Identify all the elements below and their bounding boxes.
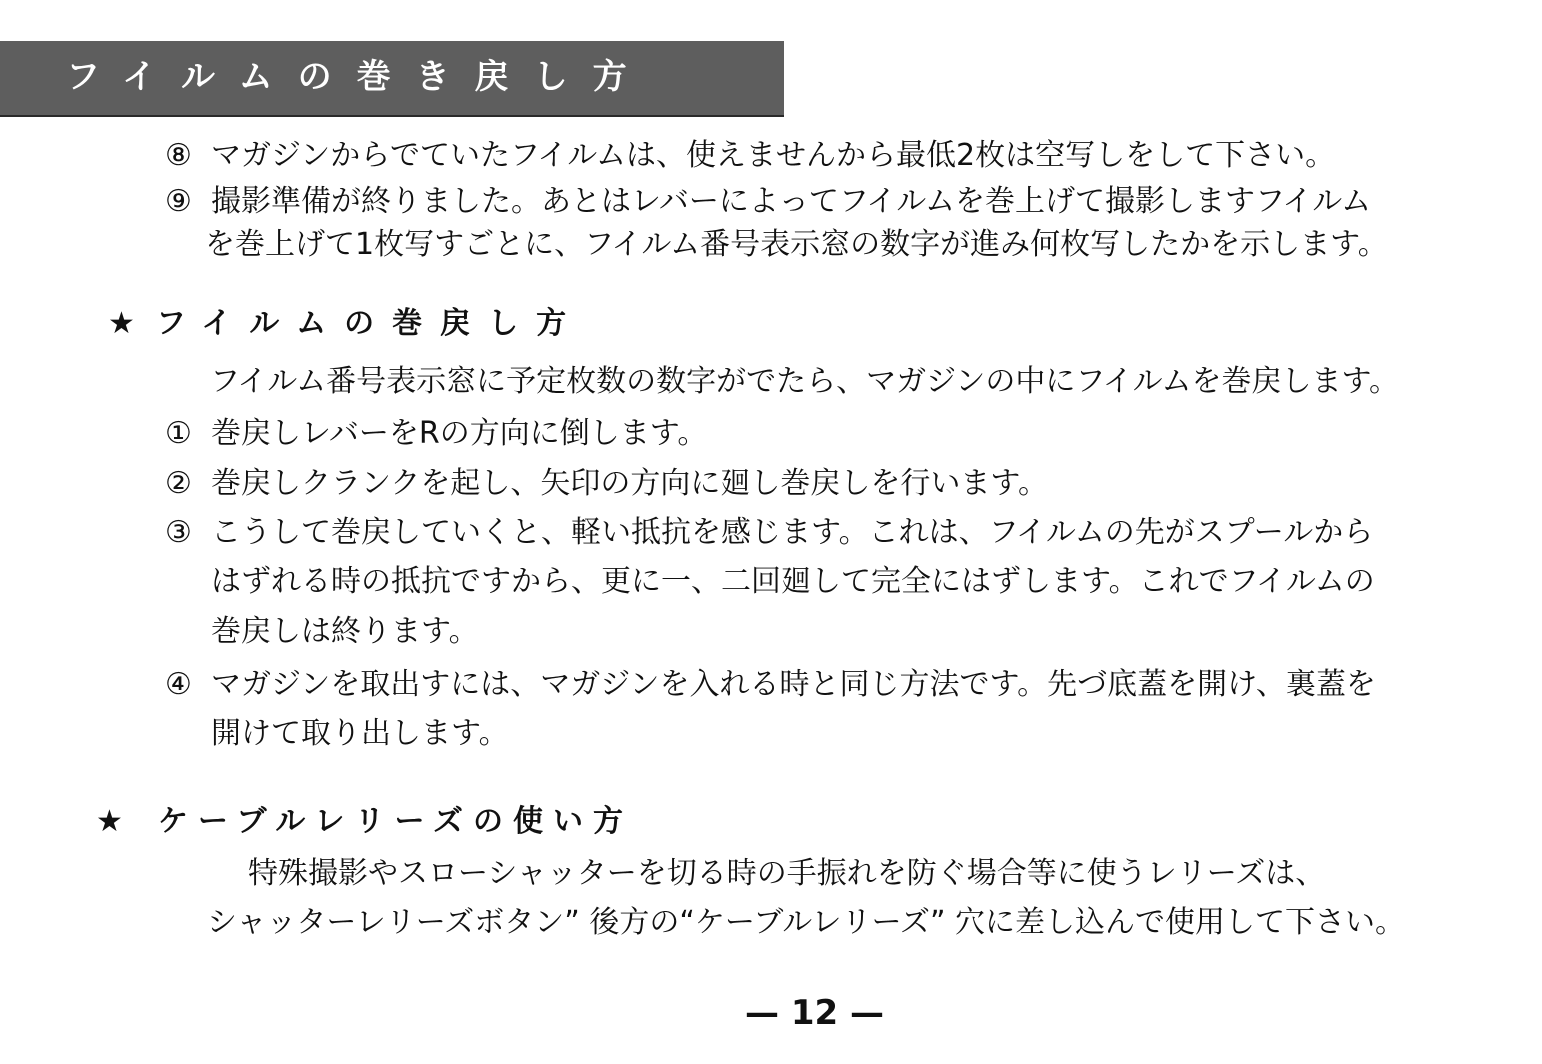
rewind-step-3 (165, 515, 1374, 550)
rewind-intro: フイルム番号表示窓に予定枚数の数字がでたら、マガジンの中にフイルムを巻戻します。 (210, 364, 1400, 399)
step-text: 巻戻しクランクを起し、矢印の方向に廻し巻戻しを行います。 (211, 466, 1048, 501)
step-8 (165, 138, 1336, 173)
star-icon: ★ (108, 306, 135, 341)
rewind-step-3-line-2: はずれる時の抵抗ですから、更に一、二回廻して完全にはずします。これでフイルムの (211, 564, 1375, 599)
step-number: ⑧ (165, 138, 192, 173)
step-text: 巻戻しレバーをRの方向に倒します。 (211, 416, 708, 451)
step-number: ③ (165, 515, 192, 550)
step-number: ② (165, 466, 192, 501)
step-number: ⑨ (165, 184, 192, 219)
step-number: ④ (165, 667, 192, 702)
cable-release-text-1: 特殊撮影やスローシャッターを切る時の手振れを防ぐ場合等に使うレリーズは、 (248, 856, 1326, 891)
step-number: ① (165, 416, 192, 451)
section-title: フイルムの巻き戻し方 (66, 57, 652, 97)
rewind-step-1 (165, 416, 708, 451)
rewind-step-3-line-3: 巻戻しは終ります。 (211, 614, 479, 649)
rewind-heading (108, 306, 585, 341)
rewind-step-4-line-2: 開けて取り出します。 (211, 716, 509, 751)
rewind-step-4 (165, 667, 1376, 702)
step-text: こうして巻戻していくと、軽い抵抗を感じます。これは、フイルムの先がスプールから (211, 515, 1374, 550)
step-9-continuation: を巻上げて1枚写すごとに、フイルム番号表示窓の数字が進み何枚写したかを示します。 (205, 227, 1388, 262)
step-text: マガジンからでていたフイルムは、使えませんから最低2枚は空写しをして下さい。 (211, 138, 1336, 173)
cable-release-heading (96, 804, 634, 839)
cable-release-text-2: シャッターレリーズボタン” 後方の“ケーブルレリーズ” 穴に差し込んで使用して下さい。 (207, 905, 1406, 940)
step-9 (165, 184, 1372, 219)
rewind-step-2 (165, 466, 1048, 501)
step-text: 撮影準備が終りました。あとはレバーによってフイルムを巻上げて撮影しますフイルム (211, 184, 1372, 219)
page-number: — 12 — (745, 993, 884, 1033)
step-text: マガジンを取出すには、マガジンを入れる時と同じ方法です。先づ底蓋を開け、裏蓋を (211, 667, 1376, 702)
star-icon: ★ (96, 804, 123, 839)
cable-release-heading-text: ケーブルレリーズの使い方 (158, 804, 634, 839)
rewind-heading-text: フイルムの巻戻し方 (156, 306, 585, 341)
